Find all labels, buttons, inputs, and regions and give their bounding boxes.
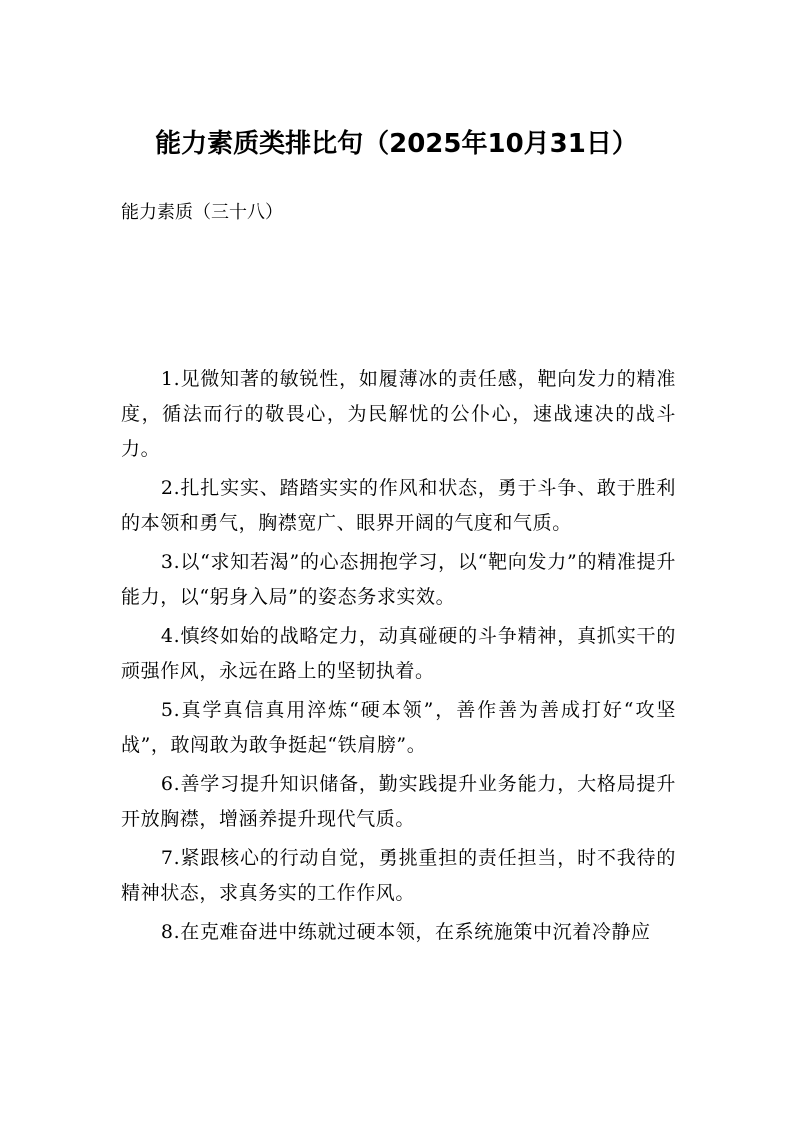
- paragraph-8: 8.在克难奋进中练就过硬本领，在系统施策中沉着冷静应: [160, 921, 651, 943]
- paragraph-5: 5.真学真信真用淬炼“硬本领”，善作善为善成打好“攻坚战”，敢闯敢为敢争挺起“铁肩膀”。: [121, 699, 676, 756]
- document-body: [121, 362, 676, 950]
- paragraph-3: 3.以“求知若渴”的心态拥抱学习，以“靶向发力”的精准提升能力，以“躬身入局”的姿态务求实效。: [121, 551, 676, 608]
- document-title: 能力素质类排比句（2025年10月31日）: [155, 129, 638, 159]
- paragraph-7: 7.紧跟核心的行动自觉，勇挑重担的责任担当，时不我待的精神状态，求真务实的工作作风。: [121, 847, 676, 904]
- paragraph-2: 2.扎扎实实、踏踏实实的作风和状态，勇于斗争、敢于胜利的本领和勇气，胸襟宽广、眼界开阔的气度和气质。: [121, 477, 676, 534]
- paragraph-6: 6.善学习提升知识储备，勤实践提升业务能力，大格局提升开放胸襟，增涵养提升现代气质。: [121, 773, 676, 830]
- document-subtitle: 能力素质（三十八）: [121, 202, 283, 223]
- paragraph-4: 4.慎终如始的战略定力，动真碰硬的斗争精神，真抓实干的顽强作风，永远在路上的坚韧执着。: [121, 625, 676, 682]
- paragraph-1: 1.见微知著的敏锐性，如履薄冰的责任感，靶向发力的精准度，循法而行的敬畏心，为民解忧的公仆心，速战速决的战斗力。: [121, 368, 676, 460]
